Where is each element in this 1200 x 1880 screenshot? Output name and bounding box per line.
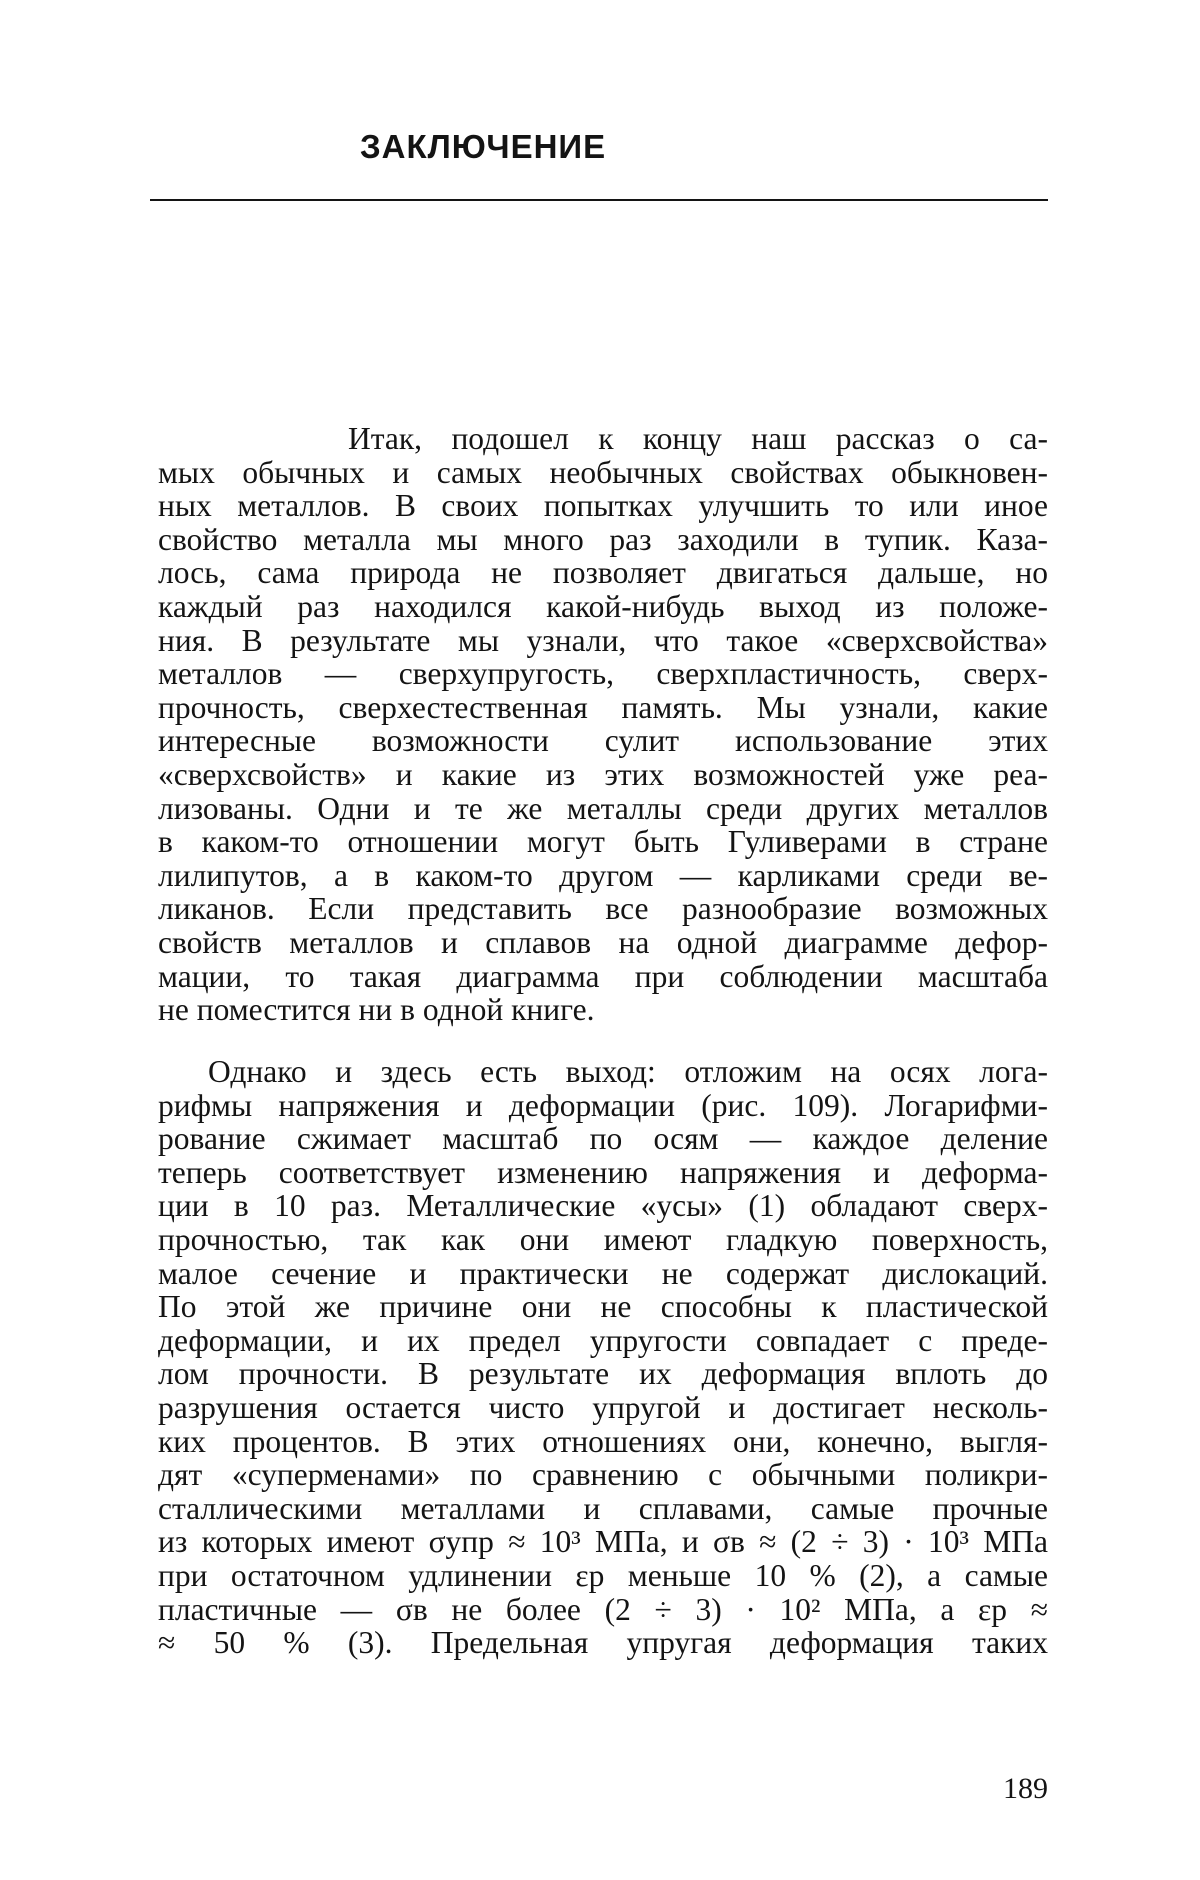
text-line: ных металлов. В своих попытках улучшить то или иное — [158, 488, 1048, 524]
text-line: ния. В результате мы узнали, что такое «сверхсвойства» — [158, 622, 1048, 658]
text-line: Однако и здесь есть выход: отложим на осях лога- — [208, 1054, 1048, 1089]
text-line: разрушения остается чисто упругой и достигает несколь- — [158, 1389, 1048, 1425]
text-line: прочностью, так как они имеют гладкую поверхность, — [158, 1221, 1048, 1257]
text-line: пластичные — σв не более (2 ÷ 3) · 10² МПа, а εр ≈ — [158, 1591, 1048, 1627]
page-number: 189 — [1003, 1772, 1048, 1805]
text-line: сталлическими металлами и сплавами, самые прочные — [158, 1490, 1048, 1526]
text-line: не поместится ни в одной книге. — [158, 992, 595, 1028]
text-line: свойство металла мы много раз заходили в тупик. Каза- — [158, 521, 1048, 557]
text-line: рифмы напряжения и деформации (рис. 109). Логарифми- — [158, 1087, 1048, 1123]
text-line: ции в 10 раз. Металлические «усы» (1) обладают сверх- — [158, 1188, 1048, 1224]
text-line: интересные возможности сулит использование этих — [158, 723, 1048, 759]
text-line: каждый раз находился какой-нибудь выход из положе- — [158, 588, 1048, 624]
text-line: ≈ 50 % (3). Предельная упругая деформация таких — [158, 1625, 1048, 1661]
text-line: лизованы. Одни и те же металлы среди других металлов — [158, 790, 1048, 826]
text-line: лось, сама природа не позволяет двигаться дальше, но — [158, 555, 1048, 591]
text-line: теперь соответствует изменению напряжения и деформа- — [158, 1154, 1048, 1190]
text-line: лом прочности. В результате их деформация вплоть до — [158, 1356, 1048, 1392]
text-line: при остаточном удлинении εр меньше 10 % (2), а самые — [158, 1557, 1048, 1593]
text-line: деформации, и их предел упругости совпадает с преде- — [158, 1322, 1048, 1358]
text-line: из которых имеют σупр ≈ 10³ МПа, и σв ≈ (2 ÷ 3) · 10³ МПа — [158, 1524, 1048, 1560]
text-line: металлов — сверхупругость, сверхпластичность, сверх- — [158, 656, 1048, 692]
text-line: ликанов. Если представить все разнообразие возможных — [158, 891, 1048, 927]
paragraph-2 — [158, 1055, 1048, 1660]
heading-rule — [150, 199, 1048, 201]
text-line: прочность, сверхестественная память. Мы узнали, какие — [158, 689, 1048, 725]
text-line: дят «суперменами» по сравнению с обычными поликри- — [158, 1457, 1048, 1493]
text-line: «сверхсвойств» и какие из этих возможностей уже реа- — [158, 756, 1048, 792]
text-line: мых обычных и самых необычных свойствах обыкновен- — [158, 454, 1048, 490]
text-line: По этой же причине они не способны к пластической — [158, 1289, 1048, 1325]
chapter-heading: ЗАКЛЮЧЕНИЕ — [360, 128, 607, 165]
text-line: ких процентов. В этих отношениях они, конечно, выгля- — [158, 1423, 1048, 1459]
text-line: лилипутов, а в каком-то другом — карликами среди ве- — [158, 857, 1048, 893]
text-line: в каком-то отношении могут быть Гуливерами в стране — [158, 824, 1048, 860]
paragraph-1 — [158, 422, 1048, 1027]
text-line: рование сжимает масштаб по осям — каждое деление — [158, 1121, 1048, 1157]
text-line: малое сечение и практически не содержат дислокаций. — [158, 1255, 1048, 1291]
text-line: свойств металлов и сплавов на одной диаграмме дефор- — [158, 924, 1048, 960]
text-line: Итак, подошел к концу наш рассказ о са- — [348, 421, 1048, 456]
text-line: мации, то такая диаграмма при соблюдении масштаба — [158, 958, 1048, 994]
